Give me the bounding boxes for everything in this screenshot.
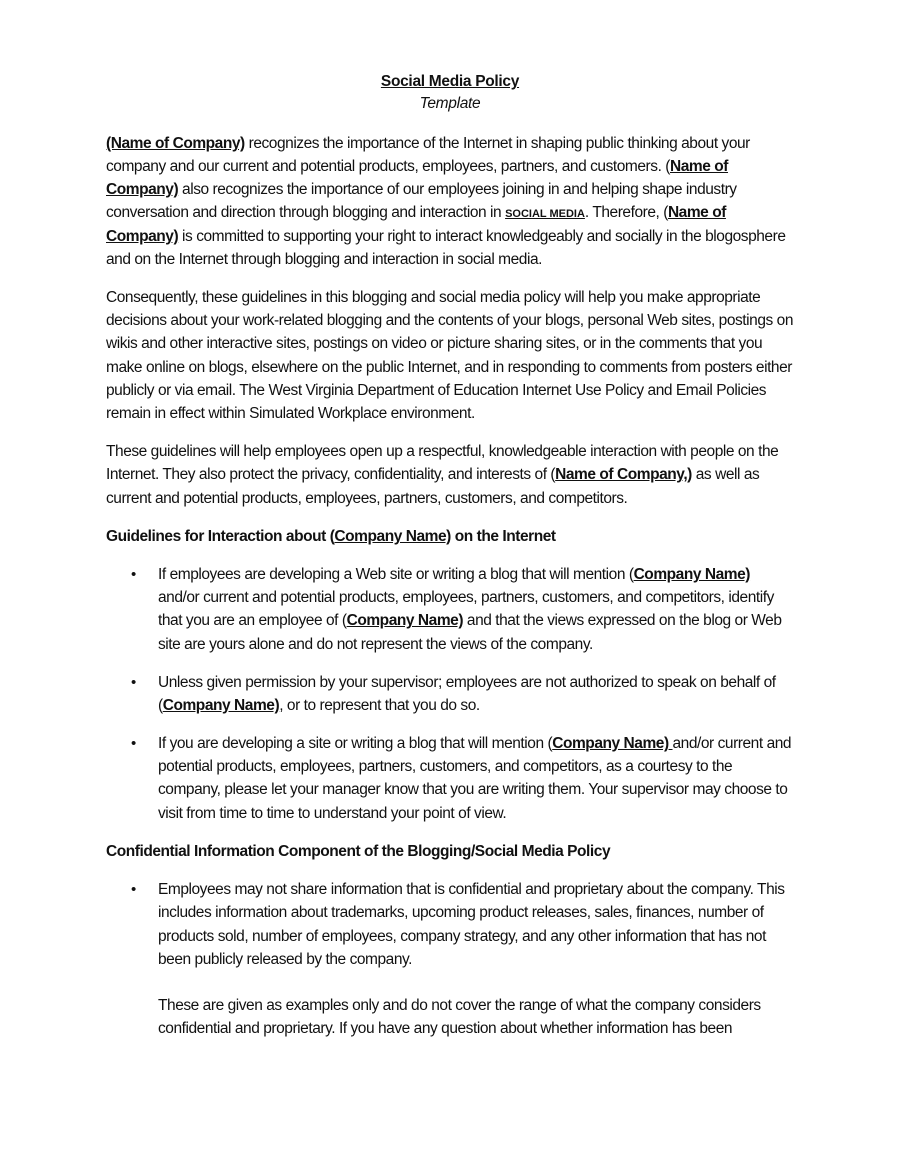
company-placeholder: Company Name) xyxy=(162,697,280,714)
paragraph-line: current and potential products, employees, partners, customers, and competitors. xyxy=(106,490,628,507)
bullet-icon: • xyxy=(131,735,137,752)
paragraph-line: and/or current and potential products, employees, partners, customers, and competitors, identify xyxy=(158,589,774,606)
paragraph-line: products sold, number of employees, company strategy, and any other information that has not xyxy=(158,928,766,945)
company-placeholder: Company Name) xyxy=(552,735,673,752)
company-placeholder: Company Name) xyxy=(633,566,751,583)
company-placeholder: (Name of Company) xyxy=(106,135,245,152)
paragraph-line: (Company Name), or to represent that you do so. xyxy=(158,697,480,714)
section-heading-guidelines: Guidelines for Interaction about (Company Name) on the Internet xyxy=(106,528,556,545)
paragraph-line: (Name of Company) recognizes the importance of the Internet in shaping public thinking about your xyxy=(106,135,750,152)
bullet-icon: • xyxy=(131,881,137,898)
paragraph-line: Internet. They also protect the privacy, confidentiality, and interests of (Name of Company,) as well as xyxy=(106,466,760,483)
paragraph-line: If employees are developing a Web site or writing a blog that will mention (Company Name) xyxy=(158,566,751,583)
paragraph-line: Employees may not share information that is confidential and proprietary about the company. This xyxy=(158,881,785,898)
social-media-term: SOCIAL MEDIA xyxy=(505,208,585,220)
paragraph-line: visit from time to time to understand your point of view. xyxy=(158,805,507,822)
paragraph-line: These guidelines will help employees open up a respectful, knowledgeable interaction with people on the xyxy=(106,443,779,460)
paragraph-line: company, please let your manager know that you are writing them. Your supervisor may choose to xyxy=(158,781,788,798)
section-heading-confidential: Confidential Information Component of the Blogging/Social Media Policy xyxy=(106,843,611,860)
paragraph-line: been publicly released by the company. xyxy=(158,951,413,968)
paragraph-line: company and our current and potential products, employees, partners, and customers. (Name of xyxy=(106,158,729,175)
paragraph-line: and on the Internet through blogging and interaction in social media. xyxy=(106,251,542,268)
paragraph-line: Company) is committed to supporting your right to interact knowledgeably and socially in the blogosphere xyxy=(106,228,786,245)
document-title: Social Media Policy xyxy=(380,73,520,90)
paragraph-line: decisions about your work-related blogging and the contents of your blogs, personal Web sites, postings on xyxy=(106,312,793,329)
paragraph-line: includes information about trademarks, upcoming product releases, sales, finances, number of xyxy=(158,904,764,921)
bullet-icon: • xyxy=(131,674,137,691)
company-placeholder: Name of Company,) xyxy=(555,466,692,483)
paragraph-line: confidential and proprietary. If you have any question about whether information has been xyxy=(158,1020,733,1037)
paragraph-line: make online on blogs, elsewhere on the public Internet, and in responding to comments from posters either xyxy=(106,359,792,376)
paragraph-line: site are yours alone and do not represent the views of the company. xyxy=(158,636,593,653)
paragraph-line: Consequently, these guidelines in this blogging and social media policy will help you make appropriate xyxy=(106,289,761,306)
paragraph-line: Company) also recognizes the importance of our employees joining in and helping shape industry xyxy=(106,181,737,198)
paragraph-line: These are given as examples only and do not cover the range of what the company considers xyxy=(158,997,761,1014)
bullet-icon: • xyxy=(131,566,137,583)
document-subtitle: Template xyxy=(419,95,481,112)
company-placeholder: Company) xyxy=(106,228,179,245)
paragraph-line: publicly or via email. The West Virginia Department of Education Internet Use Policy and Email Policies xyxy=(106,382,767,399)
company-placeholder: Company Name) xyxy=(334,528,451,545)
paragraph-line: If you are developing a site or writing a blog that will mention (Company Name) and/or current and xyxy=(158,735,792,752)
paragraph-line: conversation and direction through blogging and interaction in SOCIAL MEDIA. Therefore, (Name of xyxy=(106,204,726,221)
paragraph-line: that you are an employee of (Company Name) and that the views expressed on the blog or Web xyxy=(158,612,782,629)
paragraph-line: remain in effect within Simulated Workplace environment. xyxy=(106,405,475,422)
paragraph-line: Unless given permission by your supervisor; employees are not authorized to speak on behalf of xyxy=(158,674,776,691)
paragraph-line: wikis and other interactive sites, postings on video or picture sharing sites, or in the comments that you xyxy=(106,335,763,352)
company-placeholder: Name of xyxy=(670,158,729,175)
company-placeholder: Name of xyxy=(667,204,726,221)
company-placeholder: Company Name) xyxy=(346,612,464,629)
company-placeholder: Company) xyxy=(106,181,179,198)
paragraph-line: potential products, employees, partners, customers, and competitors, as a courtesy to the xyxy=(158,758,733,775)
